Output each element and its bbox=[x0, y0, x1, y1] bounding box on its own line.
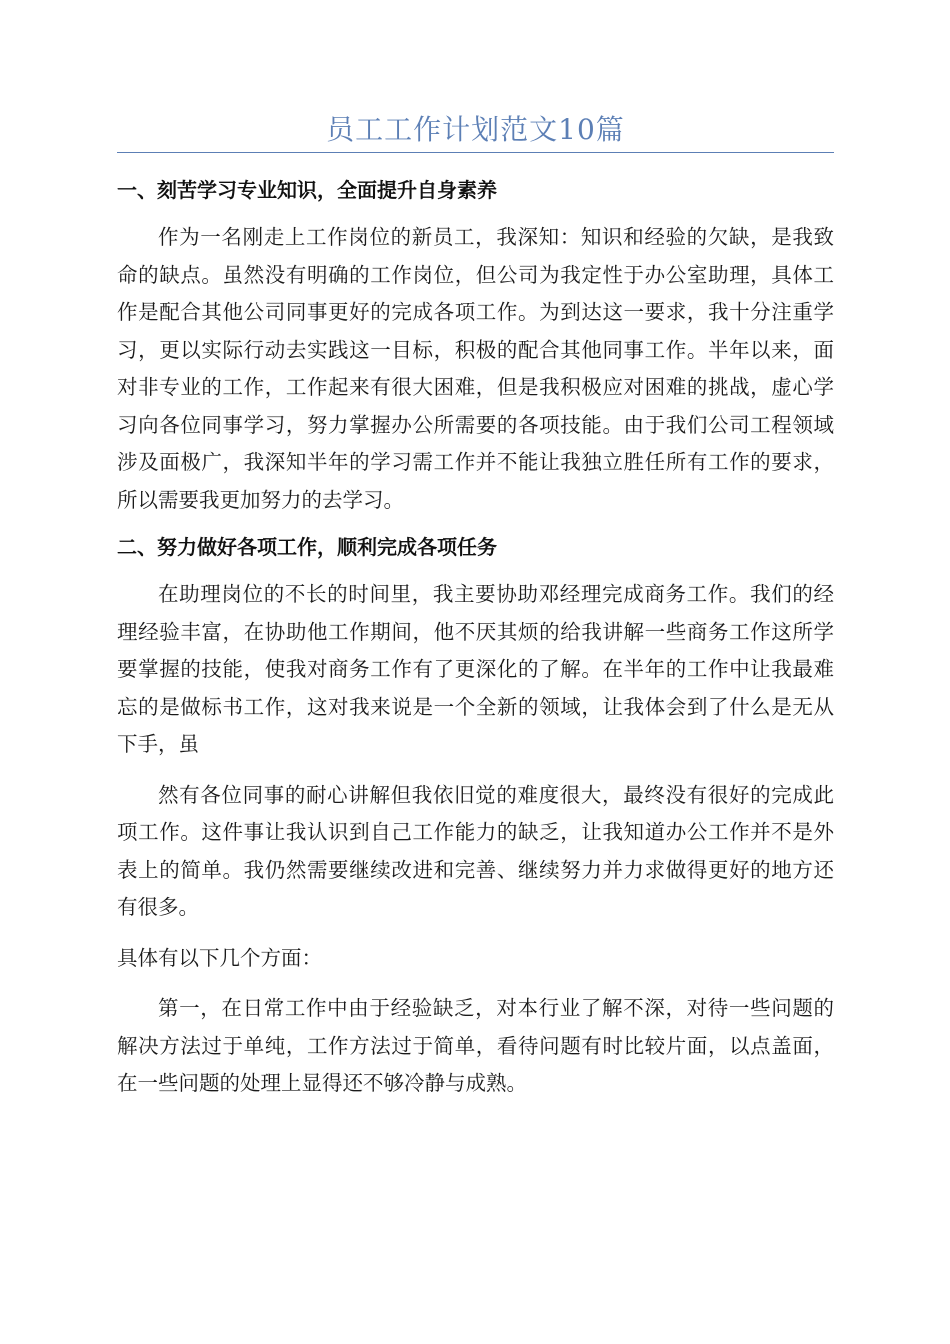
title-underline bbox=[117, 152, 834, 153]
document-title: 员工工作计划范文10篇 bbox=[326, 113, 625, 146]
section1-paragraph: 作为一名刚走上工作岗位的新员工，我深知：知识和经验的欠缺，是我致命的缺点。虽然没有明确的工作岗位，但公司为我定性于办公室助理，具体工作是配合其他公司同事更好的完成各项工作。为到达这一要求，我十分注重学习，更以实际行动去实践这一目标，积极的配合其他同事工作。半年以来，面对非专业的工作，工作起来有很大困难，但是我积极应对困难的挑战，虚心学习向各位同事学习，努力掌握办公所需要的各项技能。由于我们公司工程领域涉及面极广，我深知半年的学习需工作并不能让我独立胜任所有工作的要求，所以需要我更加努力的去学习。 bbox=[117, 225, 834, 512]
section2-paragraph-1: 在助理岗位的不长的时间里，我主要协助邓经理完成商务工作。我们的经理经验丰富，在协助他工作期间，他不厌其烦的给我讲解一些商务工作这所学要掌握的技能，使我对商务工作有了更深化的了解。在半年的工作中让我最难忘的是做标书工作，这对我来说是一个全新的领域，让我体会到了什么是无从下手，虽 bbox=[117, 582, 834, 756]
section2-paragraph-3: 第一，在日常工作中由于经验缺乏，对本行业了解不深，对待一些问题的解决方法过于单纯，工作方法过于简单，看待问题有时比较片面，以点盖面，在一些问题的处理上显得还不够冷静与成熟。 bbox=[117, 996, 834, 1095]
section-heading-1: 一、刻苦学习专业知识，全面提升自身素养 bbox=[117, 178, 497, 202]
section2-paragraph-2: 然有各位同事的耐心讲解但我依旧觉的难度很大，最终没有很好的完成此项工作。这件事让我认识到自己工作能力的缺乏，让我知道办公工作并不是外表上的简单。我仍然需要继续改进和完善、继续努力并力求做得更好的地方还有很多。 bbox=[117, 782, 834, 919]
list-intro: 具体有以下几个方面： bbox=[117, 945, 322, 970]
document-page bbox=[117, 110, 834, 1116]
section-heading-2: 二、努力做好各项工作，顺利完成各项任务 bbox=[117, 535, 497, 559]
